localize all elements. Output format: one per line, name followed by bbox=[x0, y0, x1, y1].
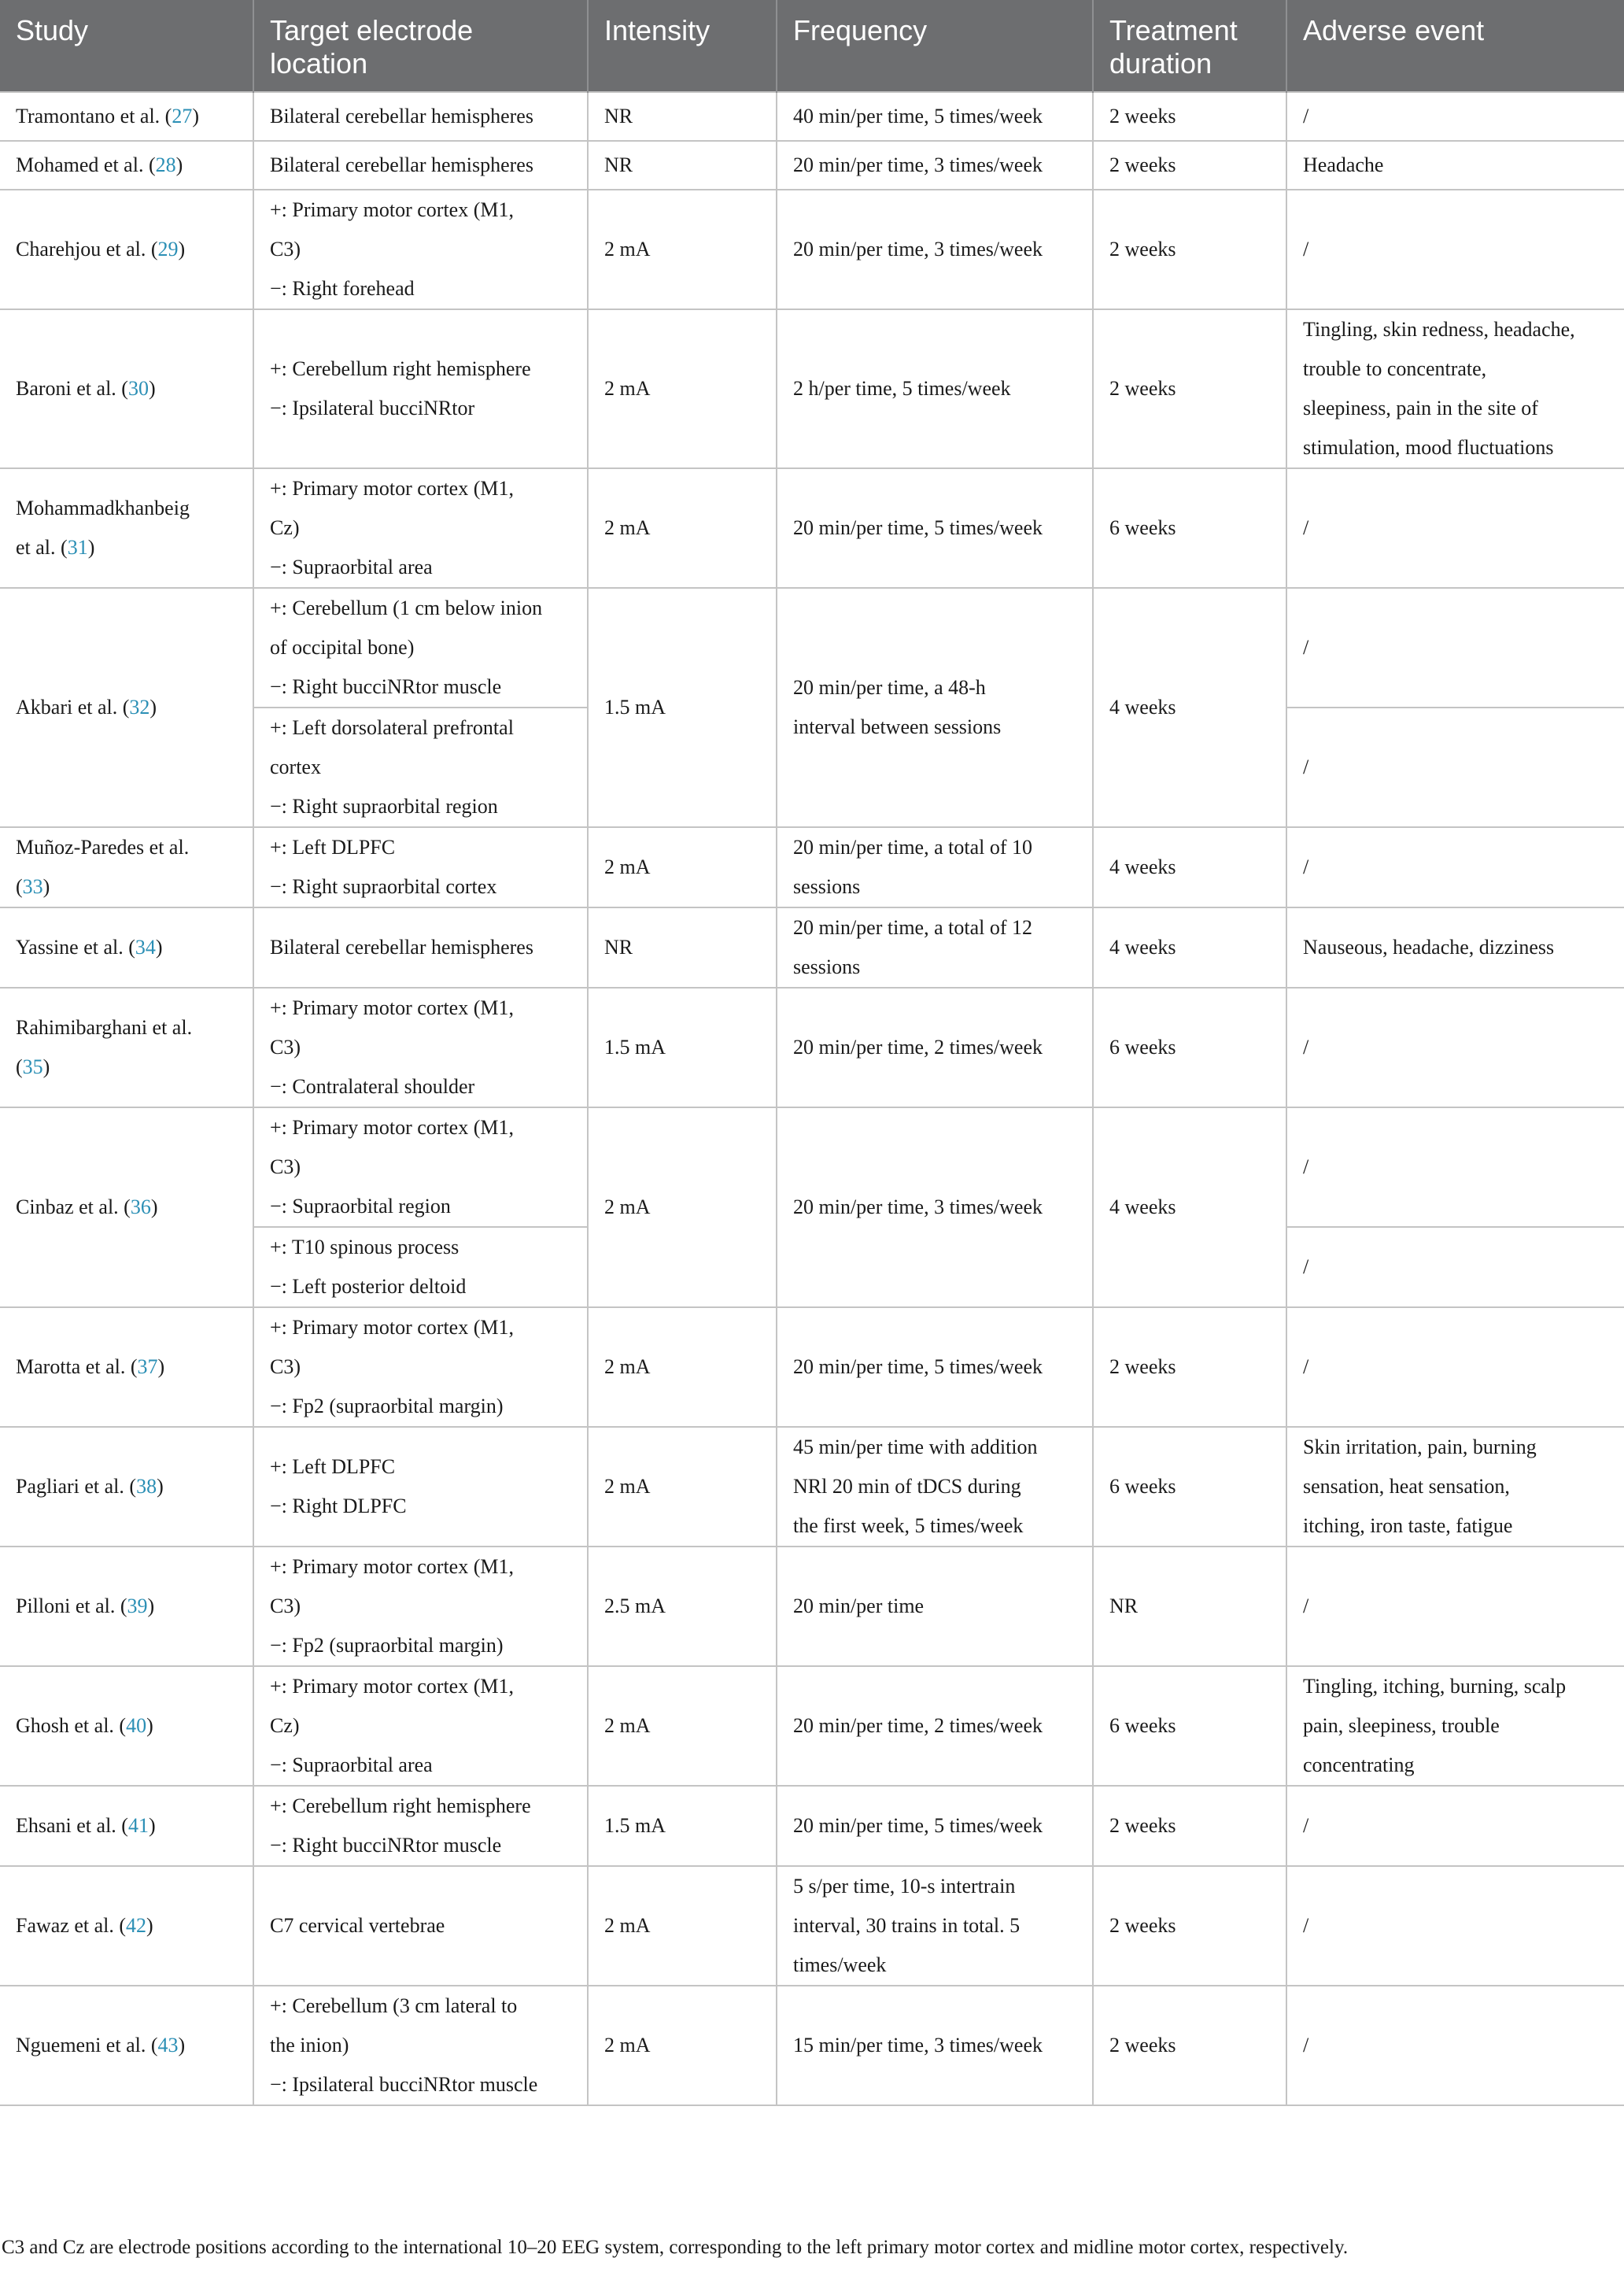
target-electrode-text: +: Primary motor cortex (M1, bbox=[270, 198, 514, 221]
target-electrode-cell bbox=[253, 827, 588, 907]
target-electrode-text: +: Left DLPFC bbox=[270, 836, 396, 859]
frequency-text: 20 min/per time, a 48-h bbox=[793, 676, 986, 699]
table-header bbox=[0, 0, 1624, 92]
frequency-text: sessions bbox=[793, 875, 861, 898]
table-row bbox=[0, 827, 1624, 907]
frequency-text: 15 min/per time, 3 times/week bbox=[793, 2034, 1043, 2057]
target-electrode-text: +: Primary motor cortex (M1, bbox=[270, 1116, 514, 1139]
target-electrode-cell bbox=[253, 141, 588, 190]
intensity-cell: 1.5 mA bbox=[588, 988, 777, 1107]
adverse-event-text: stimulation, mood fluctuations bbox=[1303, 436, 1554, 459]
adverse-event-cell bbox=[1286, 1107, 1624, 1227]
treatment-duration-cell: 2 weeks bbox=[1093, 1986, 1286, 2105]
frequency-cell bbox=[777, 190, 1093, 309]
reference-link[interactable]: 37 bbox=[137, 1355, 158, 1378]
adverse-event-cell bbox=[1286, 588, 1624, 708]
study-name: Ehsani et al. ( bbox=[16, 1814, 128, 1837]
frequency-cell bbox=[777, 1666, 1093, 1786]
study-name: Mohammadkhanbeig bbox=[16, 497, 190, 519]
table-row bbox=[0, 988, 1624, 1107]
treatment-duration-cell: 6 weeks bbox=[1093, 1666, 1286, 1786]
intensity-cell: NR bbox=[588, 141, 777, 190]
treatment-duration-cell: 2 weeks bbox=[1093, 190, 1286, 309]
adverse-event-text: / bbox=[1303, 1355, 1309, 1378]
frequency-cell bbox=[777, 827, 1093, 907]
target-electrode-text: −: Left posterior deltoid bbox=[270, 1275, 467, 1298]
target-electrode-text: +: T10 spinous process bbox=[270, 1236, 460, 1258]
study-name-tail: et al. ( bbox=[16, 536, 68, 559]
study-name: Nguemeni et al. ( bbox=[16, 2034, 158, 2057]
target-electrode-text: C3) bbox=[270, 238, 301, 261]
adverse-event-cell bbox=[1286, 190, 1624, 309]
adverse-event-text: / bbox=[1303, 1036, 1309, 1059]
target-electrode-text: −: Fp2 (supraorbital margin) bbox=[270, 1634, 504, 1657]
intensity-cell: 2 mA bbox=[588, 1866, 777, 1986]
reference-link[interactable]: 35 bbox=[22, 1055, 43, 1078]
study-cell: Pilloni et al. (39) bbox=[0, 1547, 253, 1666]
frequency-cell bbox=[777, 1547, 1093, 1666]
adverse-event-text: / bbox=[1303, 238, 1309, 261]
target-electrode-text: +: Cerebellum (1 cm below inion bbox=[270, 597, 543, 619]
study-cell: Marotta et al. (37) bbox=[0, 1307, 253, 1427]
target-electrode-text: +: Left dorsolateral prefrontal bbox=[270, 716, 514, 739]
study-cell: Fawaz et al. (42) bbox=[0, 1866, 253, 1986]
reference-link[interactable]: 42 bbox=[126, 1914, 147, 1937]
target-electrode-cell bbox=[253, 309, 588, 468]
frequency-cell bbox=[777, 468, 1093, 588]
treatment-duration-cell: 6 weeks bbox=[1093, 468, 1286, 588]
adverse-event-cell bbox=[1286, 1866, 1624, 1986]
frequency-text: 40 min/per time, 5 times/week bbox=[793, 105, 1043, 127]
frequency-text: 20 min/per time, 3 times/week bbox=[793, 238, 1043, 261]
frequency-cell bbox=[777, 1307, 1093, 1427]
treatment-duration-cell: 4 weeks bbox=[1093, 827, 1286, 907]
treatment-duration-cell: 6 weeks bbox=[1093, 1427, 1286, 1547]
table-row bbox=[0, 907, 1624, 988]
table-row bbox=[0, 1786, 1624, 1866]
target-electrode-cell bbox=[253, 1307, 588, 1427]
table-row bbox=[0, 468, 1624, 588]
intensity-cell: NR bbox=[588, 92, 777, 141]
adverse-event-text: / bbox=[1303, 756, 1309, 778]
study-name: Pagliari et al. ( bbox=[16, 1475, 137, 1498]
intensity-cell: 2 mA bbox=[588, 1986, 777, 2105]
target-electrode-text: cortex bbox=[270, 756, 321, 778]
study-name: Charehjou et al. ( bbox=[16, 238, 158, 261]
frequency-text: 20 min/per time, 5 times/week bbox=[793, 516, 1043, 539]
treatment-duration-cell: 4 weeks bbox=[1093, 588, 1286, 827]
target-electrode-text: Bilateral cerebellar hemispheres bbox=[270, 936, 533, 959]
target-electrode-cell bbox=[253, 1786, 588, 1866]
adverse-event-text: Headache bbox=[1303, 153, 1384, 176]
adverse-event-cell bbox=[1286, 1986, 1624, 2105]
frequency-text: 5 s/per time, 10-s intertrain bbox=[793, 1875, 1016, 1898]
target-electrode-text: Bilateral cerebellar hemispheres bbox=[270, 105, 533, 127]
adverse-event-text: / bbox=[1303, 855, 1309, 878]
intensity-cell: 2.5 mA bbox=[588, 1547, 777, 1666]
adverse-event-text: sleepiness, pain in the site of bbox=[1303, 397, 1538, 419]
study-cell: Yassine et al. (34) bbox=[0, 907, 253, 988]
frequency-cell bbox=[777, 141, 1093, 190]
intensity-cell: 2 mA bbox=[588, 1307, 777, 1427]
target-electrode-text: C3) bbox=[270, 1595, 301, 1617]
intensity-cell: NR bbox=[588, 907, 777, 988]
intensity-cell: 2 mA bbox=[588, 468, 777, 588]
intensity-cell: 2 mA bbox=[588, 309, 777, 468]
table-row bbox=[0, 1866, 1624, 1986]
study-cell bbox=[0, 468, 253, 588]
study-cell: Ghosh et al. (40) bbox=[0, 1666, 253, 1786]
reference-link[interactable]: 27 bbox=[172, 105, 193, 127]
table-row bbox=[0, 141, 1624, 190]
target-electrode-cell bbox=[253, 988, 588, 1107]
target-electrode-text: −: Ipsilateral bucciNRtor bbox=[270, 397, 475, 419]
table-footnote: C3 and Cz are electrode positions according to the international 10–20 EEG system, corresponding to the left primary motor cortex and midline motor cortex, respectively. bbox=[2, 2237, 1349, 2258]
frequency-cell bbox=[777, 1786, 1093, 1866]
column-header-treatment-duration: Treatment duration bbox=[1093, 0, 1286, 92]
frequency-cell bbox=[777, 907, 1093, 988]
target-electrode-text: +: Cerebellum (3 cm lateral to bbox=[270, 1994, 518, 2017]
table-row bbox=[0, 190, 1624, 309]
adverse-event-text: Nauseous, headache, dizziness bbox=[1303, 936, 1555, 959]
frequency-text: NRl 20 min of tDCS during bbox=[793, 1475, 1021, 1498]
study-name-tail: ( bbox=[16, 875, 23, 898]
adverse-event-text: / bbox=[1303, 636, 1309, 659]
intensity-cell: 2 mA bbox=[588, 1107, 777, 1307]
frequency-text: 20 min/per time, 3 times/week bbox=[793, 153, 1043, 176]
adverse-event-text: / bbox=[1303, 516, 1309, 539]
frequency-text: 20 min/per time, a total of 12 bbox=[793, 916, 1032, 939]
adverse-event-cell bbox=[1286, 1427, 1624, 1547]
adverse-event-text: Tingling, itching, burning, scalp bbox=[1303, 1675, 1567, 1698]
intensity-cell: 2 mA bbox=[588, 827, 777, 907]
adverse-event-text: / bbox=[1303, 1595, 1309, 1617]
study-name: Pilloni et al. ( bbox=[16, 1595, 127, 1617]
table-row bbox=[0, 1547, 1624, 1666]
adverse-event-text: pain, sleepiness, trouble bbox=[1303, 1714, 1500, 1737]
study-name-end: (33) bbox=[16, 875, 50, 898]
target-electrode-text: −: Contralateral shoulder bbox=[270, 1075, 475, 1098]
target-electrode-text: +: Primary motor cortex (M1, bbox=[270, 1675, 514, 1698]
frequency-text: 45 min/per time with addition bbox=[793, 1436, 1038, 1458]
target-electrode-text: −: Right forehead bbox=[270, 277, 415, 300]
target-electrode-cell bbox=[253, 468, 588, 588]
frequency-cell bbox=[777, 1107, 1093, 1307]
target-electrode-cell bbox=[253, 907, 588, 988]
intensity-cell: 2 mA bbox=[588, 1427, 777, 1547]
adverse-event-cell bbox=[1286, 1227, 1624, 1307]
study-cell: Cinbaz et al. (36) bbox=[0, 1107, 253, 1307]
target-electrode-cell bbox=[253, 1986, 588, 2105]
study-name: Ghosh et al. ( bbox=[16, 1714, 127, 1737]
target-electrode-text: C3) bbox=[270, 1155, 301, 1178]
study-name: Marotta et al. ( bbox=[16, 1355, 138, 1378]
table-row bbox=[0, 1666, 1624, 1786]
frequency-cell bbox=[777, 92, 1093, 141]
study-cell: Mohamed et al. (28) bbox=[0, 141, 253, 190]
target-electrode-text: C7 cervical vertebrae bbox=[270, 1914, 445, 1937]
study-name: Baroni et al. ( bbox=[16, 377, 128, 400]
adverse-event-text: / bbox=[1303, 1914, 1309, 1937]
table-row bbox=[0, 1986, 1624, 2105]
target-electrode-text: Cz) bbox=[270, 516, 300, 539]
table-row bbox=[0, 588, 1624, 708]
frequency-text: 20 min/per time, 5 times/week bbox=[793, 1355, 1043, 1378]
target-electrode-text: −: Fp2 (supraorbital margin) bbox=[270, 1395, 504, 1417]
study-cell: Tramontano et al. (27) bbox=[0, 92, 253, 141]
column-header-intensity: Intensity bbox=[588, 0, 777, 92]
reference-link[interactable]: 30 bbox=[127, 377, 149, 400]
study-name: Fawaz et al. ( bbox=[16, 1914, 127, 1937]
study-cell: Baroni et al. (30) bbox=[0, 309, 253, 468]
treatment-duration-cell: NR bbox=[1093, 1547, 1286, 1666]
target-electrode-cell bbox=[253, 1866, 588, 1986]
target-electrode-cell bbox=[253, 1547, 588, 1666]
intensity-cell: 2 mA bbox=[588, 1666, 777, 1786]
treatment-duration-cell: 2 weeks bbox=[1093, 92, 1286, 141]
reference-link[interactable]: 36 bbox=[130, 1195, 151, 1218]
study-name: Akbari et al. ( bbox=[16, 696, 130, 719]
treatment-duration-cell: 4 weeks bbox=[1093, 907, 1286, 988]
study-cell: Nguemeni et al. (43) bbox=[0, 1986, 253, 2105]
frequency-text: sessions bbox=[793, 955, 861, 978]
target-electrode-text: C3) bbox=[270, 1036, 301, 1059]
adverse-event-cell bbox=[1286, 309, 1624, 468]
target-electrode-text: C3) bbox=[270, 1355, 301, 1378]
frequency-cell bbox=[777, 1986, 1093, 2105]
target-electrode-text: +: Primary motor cortex (M1, bbox=[270, 1555, 514, 1578]
target-electrode-cell bbox=[253, 1666, 588, 1786]
target-electrode-text: +: Left DLPFC bbox=[270, 1455, 396, 1478]
target-electrode-cell bbox=[253, 708, 588, 827]
treatment-duration-cell: 2 weeks bbox=[1093, 1866, 1286, 1986]
column-header-target-electrode-location: Target electrode location bbox=[253, 0, 588, 92]
adverse-event-text: itching, iron taste, fatigue bbox=[1303, 1514, 1513, 1537]
treatment-duration-cell: 2 weeks bbox=[1093, 309, 1286, 468]
table-row bbox=[0, 1427, 1624, 1547]
study-name: Tramontano et al. ( bbox=[16, 105, 172, 127]
study-name: Yassine et al. ( bbox=[16, 936, 135, 959]
study-name-end: (35) bbox=[16, 1055, 50, 1078]
frequency-cell bbox=[777, 988, 1093, 1107]
column-header-frequency: Frequency bbox=[777, 0, 1093, 92]
frequency-text: 20 min/per time bbox=[793, 1595, 925, 1617]
study-cell: Pagliari et al. (38) bbox=[0, 1427, 253, 1547]
study-cell: Akbari et al. (32) bbox=[0, 588, 253, 827]
frequency-cell bbox=[777, 1427, 1093, 1547]
frequency-text: 20 min/per time, 2 times/week bbox=[793, 1036, 1043, 1059]
adverse-event-cell bbox=[1286, 1666, 1624, 1786]
reference-link[interactable]: 28 bbox=[155, 153, 176, 176]
reference-link[interactable]: 38 bbox=[136, 1475, 157, 1498]
frequency-text: times/week bbox=[793, 1953, 887, 1976]
target-electrode-cell bbox=[253, 1107, 588, 1227]
adverse-event-text: / bbox=[1303, 1814, 1309, 1837]
frequency-text: 2 h/per time, 5 times/week bbox=[793, 377, 1011, 400]
treatment-duration-cell: 2 weeks bbox=[1093, 1307, 1286, 1427]
target-electrode-text: Cz) bbox=[270, 1714, 300, 1737]
frequency-cell bbox=[777, 309, 1093, 468]
target-electrode-text: −: Right supraorbital region bbox=[270, 795, 498, 818]
frequency-cell bbox=[777, 1866, 1093, 1986]
adverse-event-text: Tingling, skin redness, headache, bbox=[1303, 318, 1575, 341]
reference-link[interactable]: 34 bbox=[135, 936, 156, 959]
adverse-event-cell bbox=[1286, 827, 1624, 907]
target-electrode-text: +: Cerebellum right hemisphere bbox=[270, 1794, 531, 1817]
study-name: Cinbaz et al. ( bbox=[16, 1195, 131, 1218]
target-electrode-text: +: Primary motor cortex (M1, bbox=[270, 477, 514, 500]
adverse-event-text: / bbox=[1303, 105, 1309, 127]
study-name: Rahimibarghani et al. bbox=[16, 1016, 193, 1039]
frequency-text: 20 min/per time, 5 times/week bbox=[793, 1814, 1043, 1837]
treatment-duration-cell: 2 weeks bbox=[1093, 1786, 1286, 1866]
table-row bbox=[0, 92, 1624, 141]
target-electrode-text: −: Right supraorbital cortex bbox=[270, 875, 497, 898]
target-electrode-text: the inion) bbox=[270, 2034, 349, 2057]
study-name: Muñoz-Paredes et al. bbox=[16, 836, 190, 859]
target-electrode-text: −: Right bucciNRtor muscle bbox=[270, 675, 502, 698]
adverse-event-text: / bbox=[1303, 1155, 1309, 1178]
table-row bbox=[0, 309, 1624, 468]
target-electrode-cell bbox=[253, 588, 588, 708]
treatment-duration-cell: 4 weeks bbox=[1093, 1107, 1286, 1307]
reference-link[interactable]: 31 bbox=[67, 536, 88, 559]
frequency-text: interval, 30 trains in total. 5 bbox=[793, 1914, 1021, 1937]
target-electrode-text: −: Right DLPFC bbox=[270, 1495, 407, 1517]
table-row bbox=[0, 1107, 1624, 1227]
reference-link[interactable]: 39 bbox=[127, 1595, 148, 1617]
adverse-event-cell bbox=[1286, 988, 1624, 1107]
adverse-event-cell bbox=[1286, 468, 1624, 588]
target-electrode-text: +: Cerebellum right hemisphere bbox=[270, 357, 531, 380]
table-row bbox=[0, 1307, 1624, 1427]
frequency-text: 20 min/per time, 3 times/week bbox=[793, 1195, 1043, 1218]
adverse-event-cell bbox=[1286, 141, 1624, 190]
target-electrode-cell bbox=[253, 190, 588, 309]
adverse-event-cell bbox=[1286, 1547, 1624, 1666]
target-electrode-cell bbox=[253, 92, 588, 141]
frequency-text: the first week, 5 times/week bbox=[793, 1514, 1024, 1537]
adverse-event-cell bbox=[1286, 907, 1624, 988]
reference-link[interactable]: 32 bbox=[129, 696, 150, 719]
column-header-study: Study bbox=[0, 0, 253, 92]
adverse-event-cell bbox=[1286, 1307, 1624, 1427]
adverse-event-text: / bbox=[1303, 1255, 1309, 1278]
study-cell: Ehsani et al. (41) bbox=[0, 1786, 253, 1866]
study-cell bbox=[0, 827, 253, 907]
frequency-text: interval between sessions bbox=[793, 715, 1002, 738]
study-cell: Charehjou et al. (29) bbox=[0, 190, 253, 309]
adverse-event-text: trouble to concentrate, bbox=[1303, 357, 1487, 380]
table-body bbox=[0, 92, 1624, 2105]
study-name-tail: ( bbox=[16, 1055, 23, 1078]
adverse-event-cell bbox=[1286, 708, 1624, 827]
intensity-cell: 1.5 mA bbox=[588, 1786, 777, 1866]
target-electrode-text: −: Supraorbital region bbox=[270, 1195, 451, 1218]
reference-link[interactable]: 33 bbox=[22, 875, 43, 898]
frequency-cell bbox=[777, 588, 1093, 827]
intensity-cell: 1.5 mA bbox=[588, 588, 777, 827]
adverse-event-text: / bbox=[1303, 2034, 1309, 2057]
adverse-event-text: sensation, heat sensation, bbox=[1303, 1475, 1510, 1498]
target-electrode-text: of occipital bone) bbox=[270, 636, 415, 659]
adverse-event-cell bbox=[1286, 92, 1624, 141]
target-electrode-text: −: Supraorbital area bbox=[270, 556, 433, 578]
reference-link[interactable]: 40 bbox=[126, 1714, 147, 1737]
reference-link[interactable]: 29 bbox=[157, 238, 179, 261]
reference-link[interactable]: 41 bbox=[127, 1814, 149, 1837]
frequency-text: 20 min/per time, 2 times/week bbox=[793, 1714, 1043, 1737]
target-electrode-text: Bilateral cerebellar hemispheres bbox=[270, 153, 533, 176]
intensity-cell: 2 mA bbox=[588, 190, 777, 309]
target-electrode-text: +: Primary motor cortex (M1, bbox=[270, 1316, 514, 1339]
study-cell bbox=[0, 988, 253, 1107]
column-header-adverse-event: Adverse event bbox=[1286, 0, 1624, 92]
target-electrode-text: −: Right bucciNRtor muscle bbox=[270, 1834, 502, 1857]
treatment-duration-cell: 2 weeks bbox=[1093, 141, 1286, 190]
target-electrode-text: +: Primary motor cortex (M1, bbox=[270, 996, 514, 1019]
adverse-event-text: Skin irritation, pain, burning bbox=[1303, 1436, 1537, 1458]
treatment-duration-cell: 6 weeks bbox=[1093, 988, 1286, 1107]
reference-link[interactable]: 43 bbox=[157, 2034, 179, 2057]
study-name: Mohamed et al. ( bbox=[16, 153, 156, 176]
target-electrode-text: −: Supraorbital area bbox=[270, 1753, 433, 1776]
frequency-text: 20 min/per time, a total of 10 bbox=[793, 836, 1032, 859]
target-electrode-cell bbox=[253, 1227, 588, 1307]
adverse-event-text: concentrating bbox=[1303, 1753, 1415, 1776]
target-electrode-text: −: Ipsilateral bucciNRtor muscle bbox=[270, 2073, 538, 2096]
target-electrode-cell bbox=[253, 1427, 588, 1547]
study-name-end: et al. (31) bbox=[16, 536, 95, 559]
adverse-event-cell bbox=[1286, 1786, 1624, 1866]
